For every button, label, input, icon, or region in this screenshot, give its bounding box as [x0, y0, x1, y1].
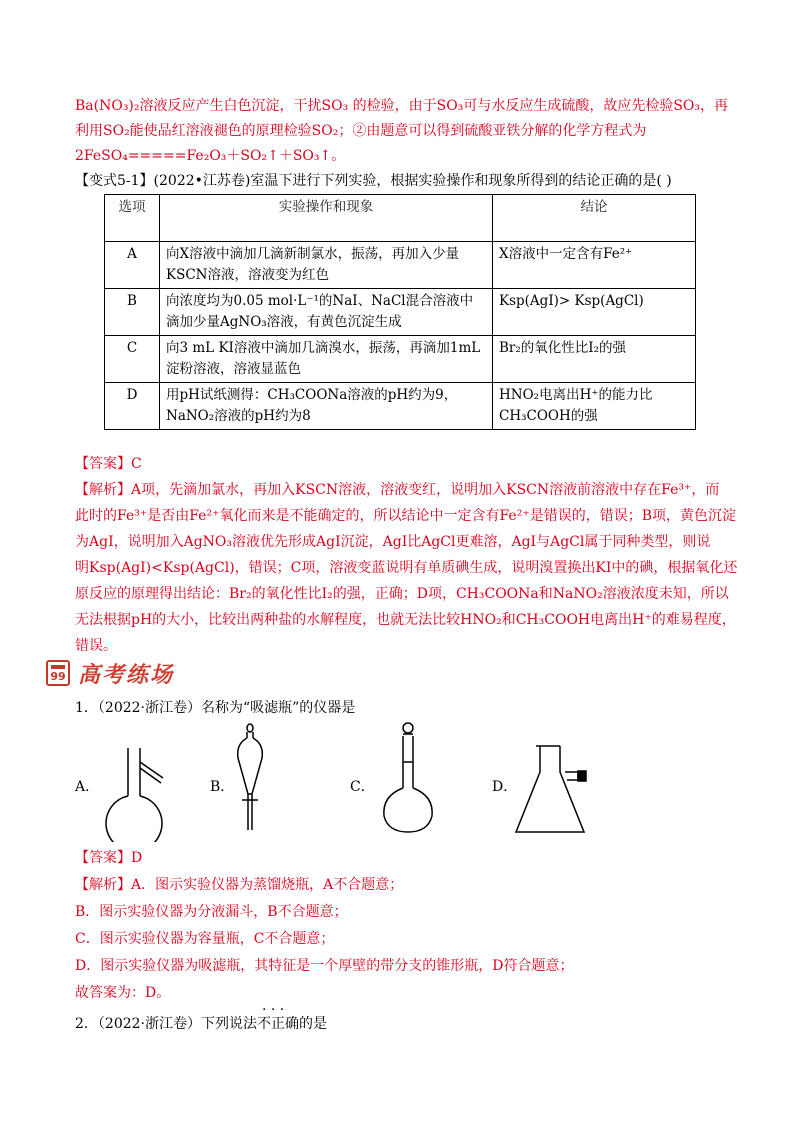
row-option: B: [105, 289, 160, 336]
intro-line-1: Ba(NO₃)₂溶液反应产生白色沉淀，干扰SO₃ 的检验，由于SO₃可与水反应生成硫酸，故应先检验SO₃，再: [75, 98, 729, 114]
row-operation: 用pH试纸测得：CH₃COONa溶液的pH约为9，NaNO₂溶液的pH约为8: [160, 383, 493, 430]
row-option: C: [105, 336, 160, 383]
distillation-flask-icon: [95, 738, 175, 842]
answer-label-2: 【答案】D: [75, 850, 143, 866]
question-2-stem: 2．（2022·浙江卷）下列说法不正确的是: [75, 1016, 327, 1032]
calendar-icon: 99: [46, 660, 70, 686]
option-a-label: A．: [75, 779, 100, 795]
header-option: 选项: [105, 195, 160, 242]
header-conclusion: 结论: [493, 195, 696, 242]
intro-line-2: 利用SO₂能使品红溶液褪色的原理检验SO₂；②由题意可以得到硫酸亚铁分解的化学方程式为: [75, 123, 647, 139]
table-row: [105, 383, 696, 430]
table-header-row: [105, 195, 696, 242]
separatory-funnel-icon: [230, 722, 270, 834]
analysis-1-line-1: 【解析】A项，先滴加氯水，再加入KSCN溶液，溶液变红，说明加入KSCN溶液前溶液中存在Fe³⁺，而: [75, 482, 720, 498]
intro-line-3: 2FeSO₄=====Fe₂O₃＋SO₂↑＋SO₃↑。: [75, 148, 346, 164]
row-conclusion: X溶液中一定含有Fe²⁺: [493, 242, 696, 289]
option-b-label: B．: [210, 779, 235, 795]
header-operation: 实验操作和现象: [160, 195, 493, 242]
row-conclusion: Ksp(AgI)> Ksp(AgCl): [493, 289, 696, 336]
table-row: [105, 242, 696, 289]
experiment-table: [104, 194, 696, 430]
row-conclusion: HNO₂电离出H⁺的能力比CH₃COOH的强: [493, 383, 696, 430]
table-row: [105, 289, 696, 336]
question-1-stem: 1．（2022·浙江卷）名称为“吸滤瓶”的仪器是: [75, 700, 356, 716]
analysis-1-line-5: 原反应的原理得出结论：Br₂的氧化性比I₂的强，正确；D项，CH₃COONa和NaNO₂溶液浓度未知，所以: [75, 586, 729, 602]
analysis-1-line-6: 无法根据pH的大小，比较出两种盐的水解程度，也就无法比较HNO₂和CH₃COOH电离出H⁺的难易程度，: [75, 612, 736, 628]
analysis-1-line-7: 错误。: [75, 638, 117, 654]
row-operation: 向X溶液中滴加几滴新制氯水，振荡，再加入少量KSCN溶液，溶液变为红色: [160, 242, 493, 289]
row-conclusion: Br₂的氧化性比I₂的强: [493, 336, 696, 383]
analysis-1-line-3: 为AgI，说明加入AgNO₃溶液优先形成AgI沉淀，AgI比AgCl更难溶，AgI与AgCl属于同种类型，则说: [75, 534, 711, 550]
emphasis-dots: · · ·: [262, 1002, 285, 1018]
option-c-label: C．: [350, 779, 375, 795]
row-operation: 向浓度均为0.05 mol·L⁻¹的NaI、NaCl混合溶液中滴加少量AgNO₃溶液，有黄色沉淀生成: [160, 289, 493, 336]
section-title: 高考练场: [78, 661, 175, 688]
analysis-2-line-1: 【解析】A．图示实验仪器为蒸馏烧瓶，A不合题意；: [75, 877, 404, 893]
analysis-2-line-5: 故答案为：D。: [75, 985, 171, 1001]
row-operation: 向3 mL KI溶液中滴加几滴溴水，振荡，再滴加1mL淀粉溶液，溶液显蓝色: [160, 336, 493, 383]
suction-flask-icon: [512, 742, 604, 836]
table-row: [105, 336, 696, 383]
analysis-2-line-2: B．图示实验仪器为分液漏斗，B不合题意；: [75, 904, 348, 920]
analysis-2-line-4: D．图示实验仪器为吸滤瓶，其特征是一个厚壁的带分支的锥形瓶，D符合题意；: [75, 958, 574, 974]
analysis-1-line-2: 此时的Fe³⁺是否由Fe²⁺氧化而来是不能确定的，所以结论中一定含有Fe²⁺是错误的，错误；B项，黄色沉淀: [75, 508, 736, 524]
volumetric-flask-icon: [378, 720, 438, 836]
row-option: D: [105, 383, 160, 430]
option-d-label: D．: [492, 779, 518, 795]
analysis-1-line-4: 明Ksp(AgI)<Ksp(AgCl)，错误；C项，溶液变蓝说明有单质碘生成，说明溴置换出KI中的碘，根据氧化还: [75, 560, 738, 576]
answer-label-1: 【答案】C: [75, 456, 142, 472]
row-option: A: [105, 242, 160, 289]
section-banner: [46, 658, 174, 688]
question-5-1-stem: 【变式5-1】(2022•江苏卷)室温下进行下列实验，根据实验操作和现象所得到的结论正确的是( ): [75, 173, 672, 189]
analysis-2-line-3: C．图示实验仪器为容量瓶，C不合题意；: [75, 931, 335, 947]
